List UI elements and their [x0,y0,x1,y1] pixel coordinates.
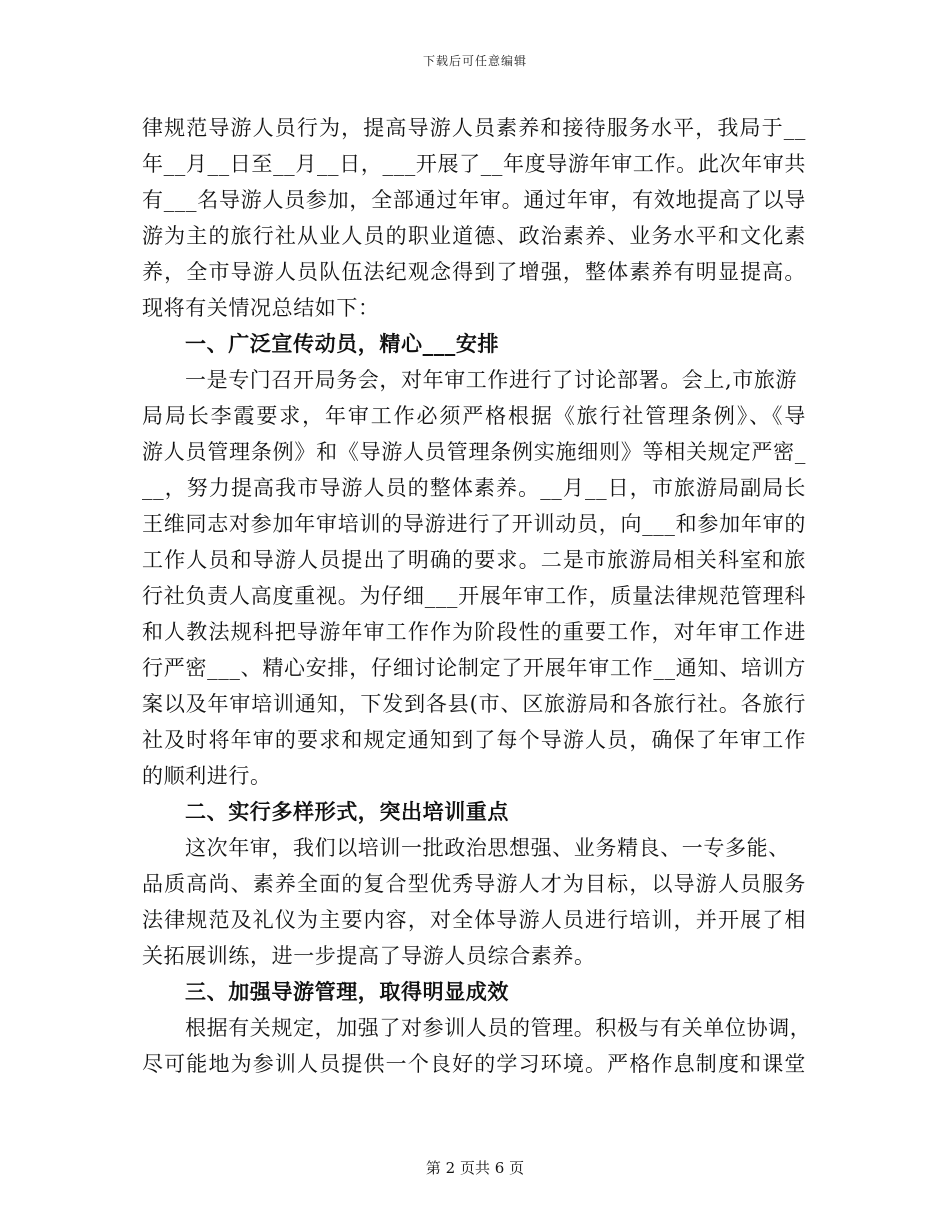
body-line: 案以及年审培训通知，下发到各县(市、区旅游局和各旅行社。各旅行 [142,692,806,716]
body-line: 法律规范及礼仪为主要内容，对全体导游人员进行培训，并开展了相 [142,908,806,932]
page-number-footer: 第 2 页共 6 页 [425,1159,525,1177]
body-line: 游人员管理条例》和《导游人员管理条例实施细则》等相关规定严密_ [142,440,806,464]
body-line: 现将有关情况总结如下： [142,296,380,320]
body-line: __，努力提高我市导游人员的整体素养。__月__日，市旅游局副局长 [142,476,806,500]
section-heading-3: 三、加强导游管理，取得明显成效 [185,980,509,1004]
body-line: 律规范导游人员行为，提高导游人员素养和接待服务水平，我局于__ [142,116,806,140]
paragraph-first-line: 根据有关规定，加强了对参训人员的管理。积极与有关单位协调， [185,1016,812,1040]
body-line: 尽可能地为参训人员提供一个良好的学习环境。严格作息制度和课堂 [142,1052,806,1076]
body-line: 行严密___、精心安排，仔细讨论制定了开展年审工作__通知、培训方 [142,656,806,680]
body-line: 社及时将年审的要求和规定通知到了每个导游人员，确保了年审工作 [142,728,806,752]
body-line: 王维同志对参加年审培训的导游进行了开训动员，向___和参加年审的 [142,512,806,536]
paragraph-first-line: 一是专门召开局务会，对年审工作进行了讨论部署。会上,市旅游 [185,368,798,392]
page-header: 下载后可任意编辑 [422,54,527,68]
body-line: 和人教法规科把导游年审工作作为阶段性的重要工作，对年审工作进 [142,620,806,644]
body-line: 的顺利进行。 [142,764,272,788]
section-heading-1: 一、广泛宣传动员，精心___安排 [185,332,500,356]
body-line: 游为主的旅行社从业人员的职业道德、政治素养、业务水平和文化素 [142,224,806,248]
body-line: 品质高尚、素养全面的复合型优秀导游人才为目标，以导游人员服务 [142,872,806,896]
body-line: 年__月__日至__月__日，___开展了__年度导游年审工作。此次年审共 [142,152,806,176]
paragraph-first-line: 这次年审，我们以培训一批政治思想强、业务精良、一专多能、 [185,836,790,860]
document-body [142,110,812,1082]
body-line: 养，全市导游人员队伍法纪观念得到了增强，整体素养有明显提高。 [142,260,806,284]
body-line: 局局长李霞要求，年审工作必须严格根据《旅行社管理条例》、《导 [142,404,806,428]
section-heading-2: 二、实行多样形式，突出培训重点 [185,800,509,824]
body-line: 关拓展训练，进一步提高了导游人员综合素养。 [142,944,596,968]
body-line: 有___名导游人员参加，全部通过年审。通过年审，有效地提高了以导 [142,188,806,212]
body-line: 工作人员和导游人员提出了明确的要求。二是市旅游局相关科室和旅 [142,548,806,572]
body-line: 行社负责人高度重视。为仔细___开展年审工作，质量法律规范管理科 [142,584,806,608]
